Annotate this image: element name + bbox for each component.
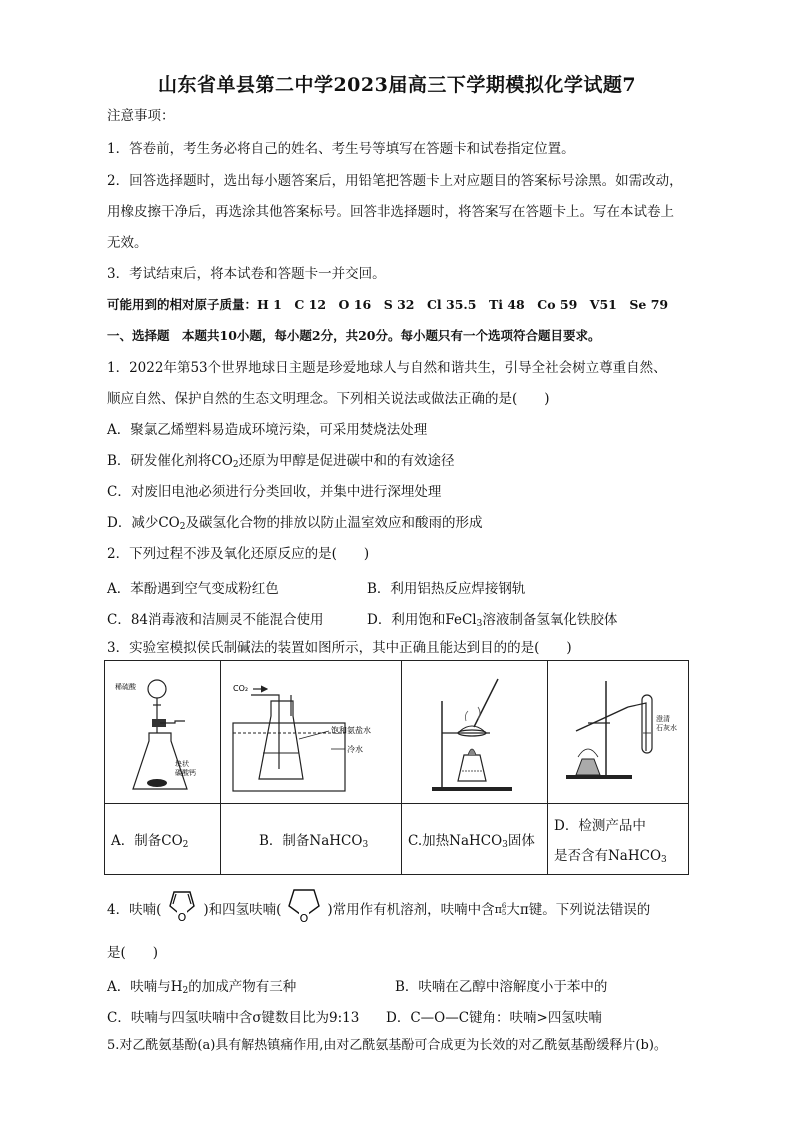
- q1-option-a: A．聚氯乙烯塑料易造成环境污染，可采用焚烧法处理: [107, 422, 428, 438]
- q4-stem-2: 是( ): [107, 945, 159, 961]
- label-solid-2: 碳酸钙: [175, 769, 196, 777]
- q2-option-b: B．利用铝热反应焊接钢轨: [367, 581, 526, 597]
- q1-stem-2: 顺应自然、保护自然的生态文明理念。下列相关说法或做法正确的是( ): [107, 391, 550, 407]
- caption-b: B．制备NaHCO$_3$: [221, 804, 402, 875]
- q2-option-a: A．苯酚遇到空气变成粉红色: [107, 581, 279, 597]
- figure-c: [402, 661, 548, 804]
- q2-stem: 2．下列过程不涉及氧化还原反应的是( ): [107, 546, 370, 562]
- figure-a: [105, 661, 221, 804]
- notice-line-5: 3．考试结束后，将本试卷和答题卡一并交回。: [107, 266, 386, 282]
- figure-b: [221, 661, 402, 804]
- caption-c: C.加热NaHCO$_3$固体: [402, 804, 548, 875]
- q1-option-c: C．对废旧电池必须进行分类回收，并集中进行深埋处理: [107, 484, 442, 500]
- label-dilute-acid: 稀硫酸: [115, 683, 136, 691]
- q2-option-d: D．利用饱和FeCl$_3$溶液制备氢氧化铁胶体: [367, 612, 618, 629]
- page-title: 山东省单县第二中学2023届高三下学期模拟化学试题7: [157, 74, 637, 96]
- q4-option-a: A．呋喃与$H_2$的加成产物有三种: [107, 979, 297, 996]
- q5-stem: 5.对乙酰氨基酚(a)具有解热镇痛作用,由对乙酰氨基酚可合成更为长效的对乙酰氨基酚缓释片(b)。: [107, 1038, 667, 1053]
- apparatus-table: [104, 660, 689, 875]
- notice-line-4: 无效。: [107, 235, 148, 251]
- notice-line-2: 2．回答选择题时，选出每小题答案后，用铅笔把答题卡上对应题目的答案标号涂黑。如需改动，: [107, 173, 683, 189]
- caption-a: A．制备$CO_2$: [105, 804, 221, 875]
- q1-option-b: B．研发催化剂将$CO_2$还原为甲醇是促进碳中和的有效途径: [107, 453, 455, 470]
- co2-generator-diagram: [105, 661, 220, 799]
- nahco3-preparation-diagram: [221, 661, 401, 799]
- q1-stem-1: 1．2022年第53个世界地球日主题是珍爱地球人与自然和谐共生，引导全社会树立尊重自然、: [107, 360, 667, 376]
- pi-bond-notation: π 6 5: [494, 902, 507, 917]
- q4-option-c: C．呋喃与四氢呋喃中含σ键数目比为9:13: [107, 1010, 360, 1026]
- q4-option-d: D．C—O—C键角：呋喃>四氢呋喃: [386, 1010, 602, 1026]
- q4-option-b: B．呋喃在乙醇中溶解度小于苯中的: [395, 979, 608, 995]
- thf-structure-icon: [281, 884, 327, 926]
- q2-option-c: C．84消毒液和洁厕灵不能混合使用: [107, 612, 324, 628]
- furan-oxygen-label: O: [178, 911, 187, 924]
- label-co2: CO₂: [233, 684, 249, 693]
- notice-line-3: 用橡皮擦干净后，再选涂其他答案标号。回答非选择题时，将答案写在答题卡上。写在本试卷上: [107, 204, 674, 220]
- caption-d-line-2: 是否含有NaHCO$_3$: [554, 847, 667, 865]
- atomic-masses: 可能用到的相对原子质量：H 1 C 12 O 16 S 32 Cl 35.5 Ti 48 Co 59 V51 Se 79: [107, 297, 669, 312]
- label-limewater-1: 澄清: [656, 715, 670, 723]
- section-heading: 一、选择题 本题共10小题，每小题2分，共20分。每小题只有一个选项符合题目要求。: [107, 328, 601, 343]
- label-limewater-2: 石灰水: [656, 724, 677, 732]
- figure-d: [548, 661, 689, 804]
- heating-solid-diagram: [402, 661, 547, 799]
- label-cold-water: 冷水: [347, 745, 363, 754]
- notice-heading: 注意事项：: [107, 108, 175, 124]
- furan-structure-icon: [161, 884, 203, 926]
- label-brine: 饱和氨盐水: [331, 726, 371, 735]
- label-solid-1: 块状: [175, 760, 189, 768]
- detect-product-diagram: [548, 661, 688, 799]
- thf-oxygen-label: O: [300, 912, 309, 925]
- q3-stem: 3．实验室模拟侯氏制碱法的装置如图所示，其中正确且能达到目的的是( ): [107, 640, 572, 656]
- q1-option-d: D．减少$CO_2$及碳氢化合物的排放以防止温室效应和酸雨的形成: [107, 515, 483, 532]
- q4-stem: 4．呋喃( O )和四氢呋喃( O )常用作有机溶剂，呋喃中含 π 6 5 大π键。下列说法错误的: [107, 894, 650, 926]
- caption-d-line-1: D．检测产品中: [554, 817, 646, 834]
- caption-d: [548, 804, 689, 875]
- notice-line-1: 1．答卷前，考生务必将自己的姓名、考生号等填写在答题卡和试卷指定位置。: [107, 141, 575, 157]
